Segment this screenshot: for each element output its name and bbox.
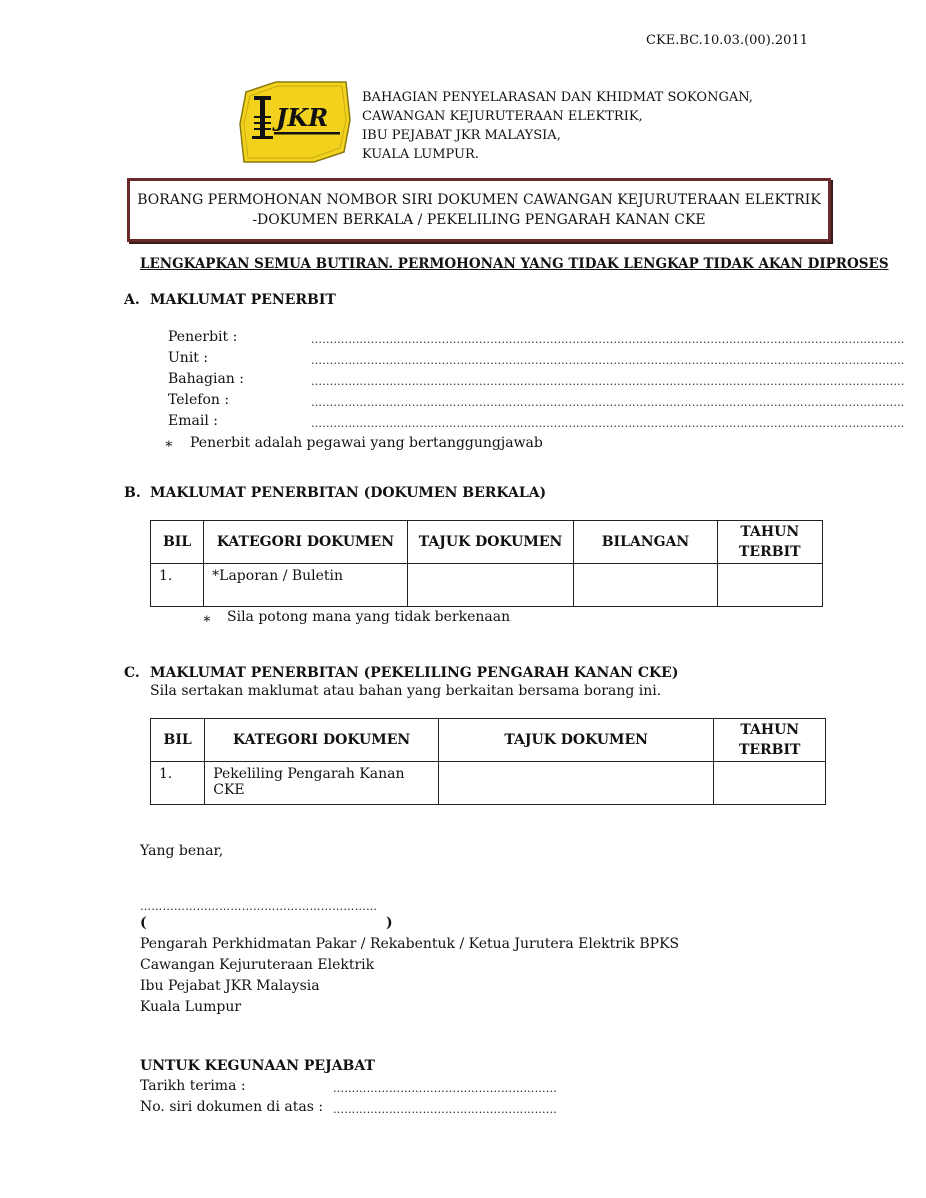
form-title-box bbox=[127, 178, 831, 242]
header-tajuk: TAJUK DOKUMEN bbox=[407, 521, 574, 564]
org-line: IBU PEJABAT JKR MALAYSIA, bbox=[362, 128, 561, 143]
cell-kategori: *Laporan / Buletin bbox=[204, 564, 408, 607]
asterisk-icon: ∗ bbox=[202, 611, 212, 627]
header-tahun-terbit: TAHUN TERBIT bbox=[714, 719, 826, 762]
signatory-city: Kuala Lumpur bbox=[140, 999, 242, 1015]
cell-kategori: Pekeliling Pengarah Kanan CKE bbox=[205, 762, 439, 805]
header-bilangan: BILANGAN bbox=[574, 521, 717, 564]
signature-field[interactable]: ……………………………………………………… bbox=[140, 900, 378, 913]
cell-tahun-input[interactable] bbox=[717, 564, 822, 607]
cell-bil: 1. bbox=[151, 762, 205, 805]
section-a-letter: A. bbox=[124, 292, 140, 308]
no-siri-field[interactable]: …………………………………………………… bbox=[333, 1103, 557, 1116]
cell-bilangan-input[interactable] bbox=[574, 564, 717, 607]
telefon-field[interactable]: …………………………………………………………………………………………………………………………………………… bbox=[311, 396, 905, 409]
cell-bil: 1. bbox=[151, 564, 204, 607]
header-bil: BIL bbox=[151, 521, 204, 564]
tarikh-terima-field[interactable]: …………………………………………………… bbox=[333, 1082, 557, 1095]
cell-tajuk-input[interactable] bbox=[438, 762, 714, 805]
salutation: Yang benar, bbox=[140, 843, 224, 859]
form-title-line1: BORANG PERMOHONAN NOMBOR SIRI DOKUMEN CAWANGAN KEJURUTERAAN ELEKTRIK bbox=[137, 192, 821, 208]
cell-tahun-input[interactable] bbox=[714, 762, 826, 805]
signatory-title: Pengarah Perkhidmatan Pakar / Rekabentuk / Ketua Jurutera Elektrik BPKS bbox=[140, 936, 680, 952]
completion-notice: LENGKAPKAN SEMUA BUTIRAN. PERMOHONAN YANG TIDAK LENGKAP TIDAK AKAN DIPROSES bbox=[140, 256, 889, 272]
cell-tajuk-input[interactable] bbox=[407, 564, 574, 607]
section-c-subtext: Sila sertakan maklumat atau bahan yang berkaitan bersama borang ini. bbox=[150, 683, 662, 699]
jkr-logo bbox=[236, 80, 354, 164]
pekeliling-table bbox=[150, 718, 826, 805]
email-field[interactable]: …………………………………………………………………………………………………………………………………………… bbox=[311, 417, 905, 430]
table-header-row bbox=[151, 521, 823, 564]
header-kategori: KATEGORI DOKUMEN bbox=[205, 719, 439, 762]
name-open-paren: ( bbox=[140, 915, 147, 931]
penerbit-label: Penerbit : bbox=[168, 329, 238, 345]
bahagian-label: Bahagian : bbox=[168, 371, 244, 387]
section-a-heading: MAKLUMAT PENERBIT bbox=[150, 292, 336, 308]
header-tajuk: TAJUK DOKUMEN bbox=[438, 719, 714, 762]
unit-label: Unit : bbox=[168, 350, 209, 366]
document-reference: CKE.BC.10.03.(00).2011 bbox=[646, 33, 808, 48]
penerbit-note: Penerbit adalah pegawai yang bertanggungjawab bbox=[190, 435, 543, 451]
signatory-branch: Cawangan Kejuruteraan Elektrik bbox=[140, 957, 375, 973]
org-line: KUALA LUMPUR. bbox=[362, 147, 479, 162]
svg-text:JKR: JKR bbox=[276, 103, 329, 132]
asterisk-icon: ∗ bbox=[164, 436, 174, 452]
bahagian-field[interactable]: …………………………………………………………………………………………………………………………………………… bbox=[311, 375, 905, 388]
penerbit-field[interactable]: …………………………………………………………………………………………………………………………………………… bbox=[311, 333, 905, 346]
org-line: BAHAGIAN PENYELARASAN DAN KHIDMAT SOKONGAN, bbox=[362, 90, 753, 105]
section-b-letter: B. bbox=[124, 485, 141, 501]
section-c-heading: MAKLUMAT PENERBITAN (PEKELILING PENGARAH KANAN CKE) bbox=[150, 665, 679, 681]
form-title-line2: -DOKUMEN BERKALA / PEKELILING PENGARAH KANAN CKE bbox=[252, 212, 706, 228]
telefon-label: Telefon : bbox=[168, 392, 230, 408]
strike-out-note: Sila potong mana yang tidak berkenaan bbox=[227, 609, 511, 625]
header-kategori: KATEGORI DOKUMEN bbox=[204, 521, 408, 564]
unit-field[interactable]: …………………………………………………………………………………………………………………………………………… bbox=[311, 354, 905, 367]
no-siri-label: No. siri dokumen di atas : bbox=[140, 1099, 324, 1115]
header-tahun-terbit: TAHUN TERBIT bbox=[717, 521, 822, 564]
org-line: CAWANGAN KEJURUTERAAN ELEKTRIK, bbox=[362, 109, 643, 124]
table-row bbox=[151, 762, 826, 805]
table-header-row bbox=[151, 719, 826, 762]
header-bil: BIL bbox=[151, 719, 205, 762]
signatory-office: Ibu Pejabat JKR Malaysia bbox=[140, 978, 320, 994]
tarikh-terima-label: Tarikh terima : bbox=[140, 1078, 246, 1094]
organization-address bbox=[362, 88, 753, 164]
section-c-letter: C. bbox=[124, 665, 140, 681]
table-row bbox=[151, 564, 823, 607]
dokumen-berkala-table bbox=[150, 520, 823, 607]
office-use-heading: UNTUK KEGUNAAN PEJABAT bbox=[140, 1058, 375, 1074]
section-b-heading: MAKLUMAT PENERBITAN (DOKUMEN BERKALA) bbox=[150, 485, 547, 501]
email-label: Email : bbox=[168, 413, 218, 429]
name-close-paren: ) bbox=[386, 915, 393, 931]
